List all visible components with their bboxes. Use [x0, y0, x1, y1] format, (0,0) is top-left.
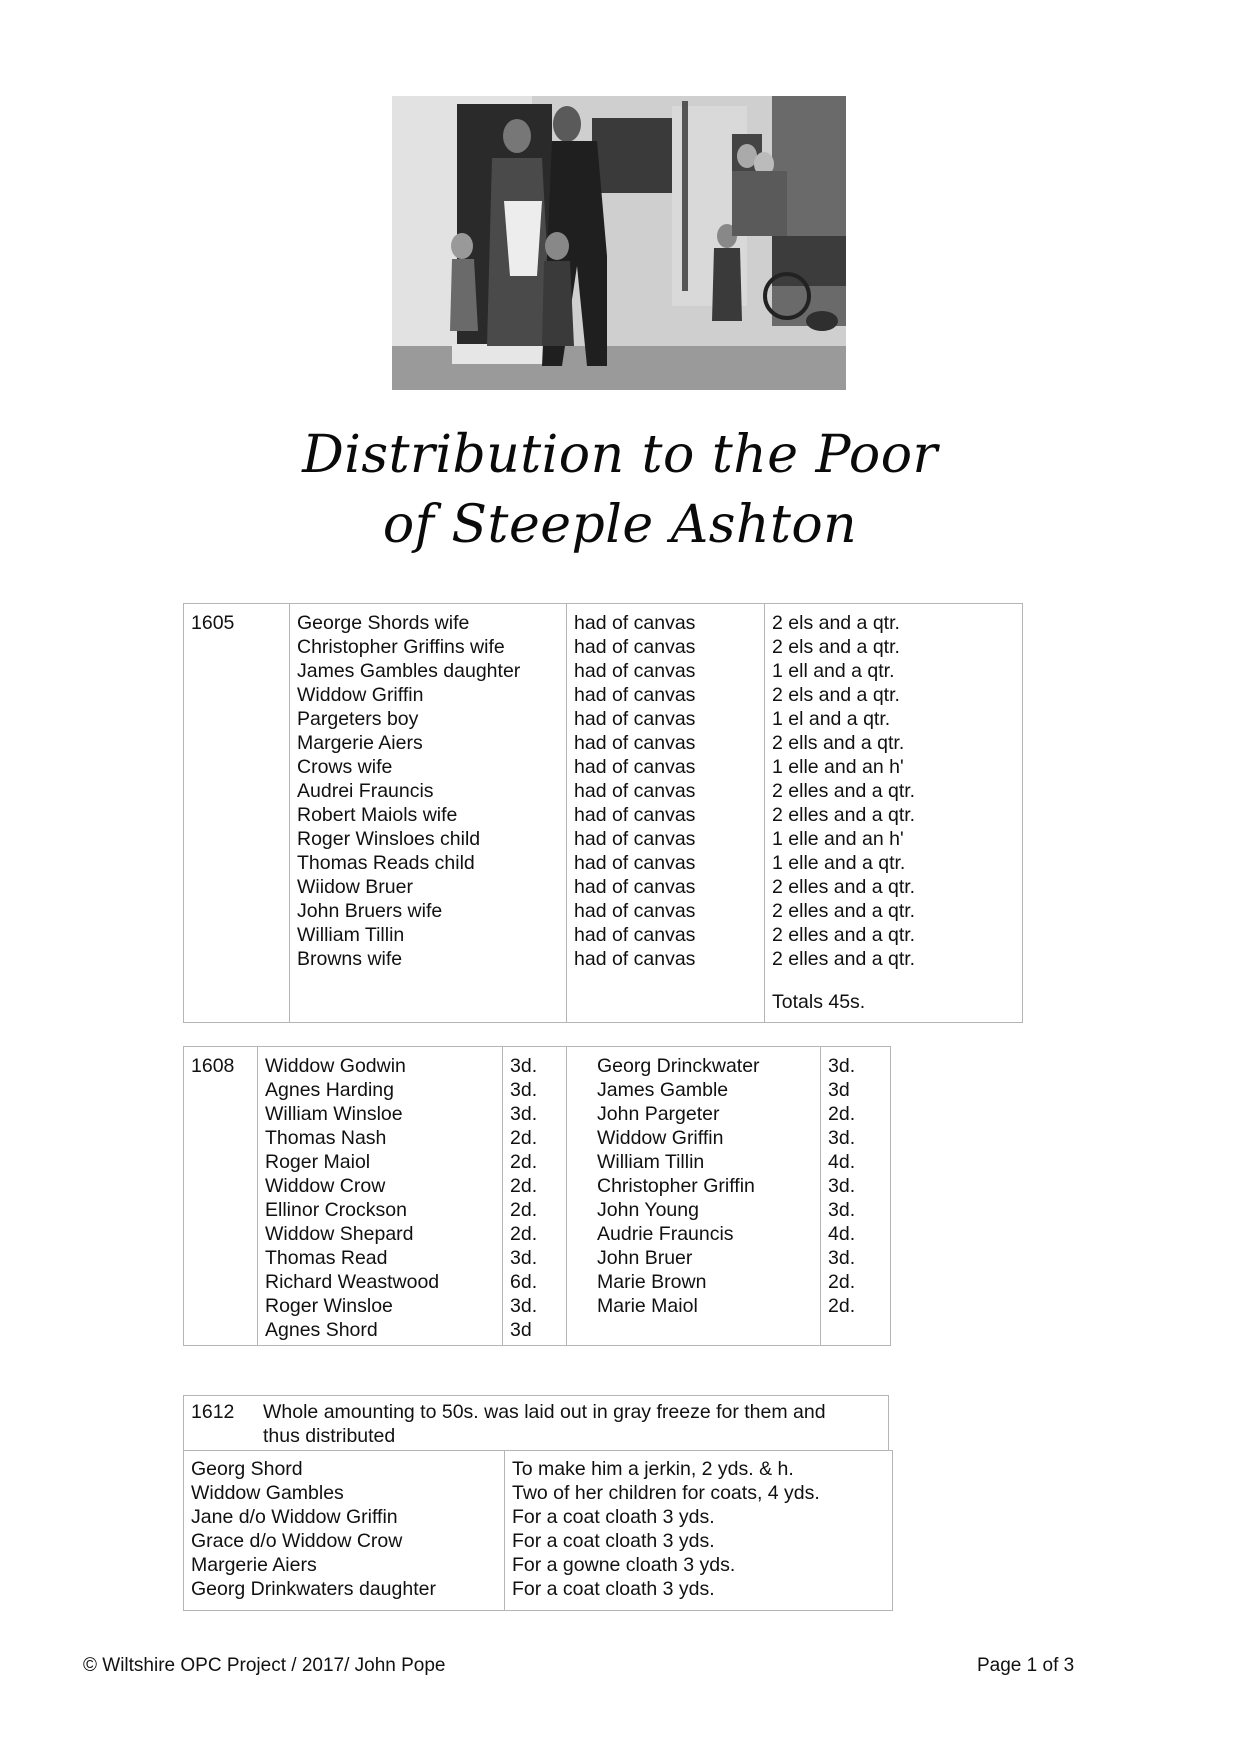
recipient-name: Pargeters boy [297, 708, 419, 730]
amount-received: 2d. [828, 1103, 856, 1125]
distribution-purpose: For a coat cloath 3 yds. [512, 1530, 715, 1552]
recipient-name: Marie Maiol [597, 1295, 698, 1317]
recipient-list [184, 1451, 504, 1601]
amount-received: 3d. [510, 1079, 538, 1101]
item-received: had of canvas [574, 876, 696, 898]
item-list [567, 604, 764, 971]
year-1608: 1608 [191, 1055, 235, 1077]
page-title-line-2: of Steeple Ashton [382, 495, 858, 555]
intro-line-2: thus distributed [263, 1425, 396, 1447]
name-list [290, 604, 566, 971]
year-column [184, 604, 289, 1022]
amount-received: 3d. [510, 1247, 538, 1269]
recipient-name: Thomas Nash [265, 1127, 387, 1149]
amount-received: 1 elle and a qtr. [772, 852, 906, 874]
recipient-name: Georg Drinckwater [597, 1055, 760, 1077]
item-received: had of canvas [574, 828, 696, 850]
recipient-name: Richard Weastwood [265, 1271, 440, 1293]
recipient-name: William Tillin [597, 1151, 705, 1173]
recipient-name: Widdow Shepard [265, 1223, 414, 1245]
recipient-name: James Gambles daughter [297, 660, 521, 682]
amount-received: 3d. [828, 1247, 856, 1269]
item-received: had of canvas [574, 924, 696, 946]
item-received: had of canvas [574, 636, 696, 658]
table-1612-header [183, 1395, 889, 1451]
amount-received: 2 els and a qtr. [772, 636, 900, 658]
purpose-list [505, 1451, 892, 1601]
recipient-name: Widdow Crow [265, 1175, 386, 1197]
amount-received: 2d. [828, 1271, 856, 1293]
purpose-column [504, 1451, 892, 1610]
recipient-name: Margerie Aiers [297, 732, 423, 754]
left-amount-column [502, 1047, 566, 1345]
recipient-name: Thomas Reads child [297, 852, 475, 874]
distribution-purpose: To make him a jerkin, 2 yds. & h. [512, 1458, 794, 1480]
amount-received: 2 els and a qtr. [772, 612, 900, 634]
right-name-column [566, 1047, 820, 1345]
distribution-purpose: For a gowne cloath 3 yds. [512, 1554, 736, 1576]
recipient-name: John Pargeter [597, 1103, 720, 1125]
item-received: had of canvas [574, 804, 696, 826]
amount-column [764, 604, 1022, 1022]
item-received: had of canvas [574, 708, 696, 730]
recipient-column [184, 1451, 504, 1610]
recipient-name: Widdow Godwin [265, 1055, 406, 1077]
page-title-line-1: Distribution to the Poor [302, 425, 938, 485]
totals: Totals 45s. [772, 991, 866, 1013]
amount-received: 1 el and a qtr. [772, 708, 891, 730]
amount-received: 1 elle and an h' [772, 828, 904, 850]
year-1605: 1605 [191, 612, 235, 634]
recipient-name: Widdow Griffin [297, 684, 424, 706]
amount-received: 2d. [510, 1223, 538, 1245]
window [592, 118, 677, 193]
distribution-purpose: For a coat cloath 3 yds. [512, 1506, 715, 1528]
item-received: had of canvas [574, 684, 696, 706]
amount-list [765, 604, 1022, 971]
distribution-purpose: Two of her children for coats, 4 yds. [512, 1482, 820, 1504]
recipient-name: John Bruers wife [297, 900, 443, 922]
recipient-name: Widdow Griffin [597, 1127, 724, 1149]
recipient-name: John Bruer [597, 1247, 693, 1269]
footer-page-number: Page 1 of 3 [977, 1655, 1075, 1676]
recipient-name: Wiidow Bruer [297, 876, 413, 898]
right-name-list [567, 1047, 820, 1318]
amount-received: 2 elles and a qtr. [772, 900, 916, 922]
item-column [566, 604, 764, 1022]
amount-received: 2d. [510, 1151, 538, 1173]
amount-received: 4d. [828, 1223, 856, 1245]
recipient-name: Roger Winsloes child [297, 828, 481, 850]
recipient-name: Crows wife [297, 756, 393, 778]
amount-received: 3d. [510, 1295, 538, 1317]
distribution-purpose: For a coat cloath 3 yds. [512, 1578, 715, 1600]
left-amount-list [503, 1047, 566, 1342]
year-column [184, 1047, 257, 1345]
amount-received: 2 ells and a qtr. [772, 732, 905, 754]
recipient-name: William Winsloe [265, 1103, 403, 1125]
cart [772, 236, 846, 286]
amount-received: 3d [510, 1319, 532, 1341]
table-1605 [183, 603, 1023, 1023]
recipient-name: Audrie Frauncis [597, 1223, 734, 1245]
table-1612-body [183, 1450, 893, 1611]
amount-received: 2 elles and a qtr. [772, 780, 916, 802]
amount-received: 1 ell and a qtr. [772, 660, 895, 682]
amount-received: 6d. [510, 1271, 538, 1293]
recipient-name: Margerie Aiers [191, 1554, 317, 1576]
amount-received: 2 elles and a qtr. [772, 948, 916, 970]
item-received: had of canvas [574, 732, 696, 754]
intro-line-1: Whole amounting to 50s. was laid out in gray freeze for them and [263, 1401, 826, 1423]
amount-received: 2d. [828, 1295, 856, 1317]
recipient-name: Agnes Shord [265, 1319, 378, 1341]
recipient-name: Roger Maiol [265, 1151, 371, 1173]
item-received: had of canvas [574, 948, 696, 970]
amount-received: 2 elles and a qtr. [772, 804, 916, 826]
recipient-name: Robert Maiols wife [297, 804, 458, 826]
item-received: had of canvas [574, 780, 696, 802]
left-name-column [257, 1047, 502, 1345]
recipient-name: Thomas Read [265, 1247, 388, 1269]
amount-received: 3d. [510, 1055, 538, 1077]
recipient-name: Jane d/o Widdow Griffin [191, 1506, 398, 1528]
recipient-name: Ellinor Crockson [265, 1199, 407, 1221]
item-received: had of canvas [574, 612, 696, 634]
recipient-name: Christopher Griffins wife [297, 636, 505, 658]
amount-received: 4d. [828, 1151, 856, 1173]
recipient-name: Roger Winsloe [265, 1295, 393, 1317]
right-amount-column [820, 1047, 890, 1345]
footer-copyright: © Wiltshire OPC Project / 2017/ John Pope [83, 1655, 446, 1676]
amount-received: 2d. [510, 1127, 538, 1149]
amount-received: 3d. [828, 1127, 856, 1149]
recipient-name: William Tillin [297, 924, 405, 946]
item-received: had of canvas [574, 756, 696, 778]
amount-received: 2 elles and a qtr. [772, 876, 916, 898]
recipient-name: Marie Brown [597, 1271, 707, 1293]
name-column [289, 604, 566, 1022]
recipient-name: Georg Shord [191, 1458, 303, 1480]
recipient-name: Agnes Harding [265, 1079, 394, 1101]
amount-received: 2d. [510, 1175, 538, 1197]
recipient-name: Grace d/o Widdow Crow [191, 1530, 403, 1552]
recipient-name: George Shords wife [297, 612, 470, 634]
recipient-name: James Gamble [597, 1079, 729, 1101]
amount-received: 3d. [828, 1199, 856, 1221]
left-name-list [258, 1047, 502, 1342]
illustration-scene [392, 96, 846, 390]
amount-received: 2 elles and a qtr. [772, 924, 916, 946]
right-amount-list [821, 1047, 890, 1318]
recipient-name: Widdow Gambles [191, 1482, 344, 1504]
engraving-illustration [392, 96, 846, 390]
item-received: had of canvas [574, 900, 696, 922]
item-received: had of canvas [574, 852, 696, 874]
recipient-name: Audrei Frauncis [297, 780, 434, 802]
amount-received: 3d. [828, 1175, 856, 1197]
amount-received: 1 elle and an h' [772, 756, 904, 778]
recipient-name: John Young [597, 1199, 699, 1221]
recipient-name: Georg Drinkwaters daughter [191, 1578, 436, 1600]
recipient-name: Browns wife [297, 948, 403, 970]
amount-received: 2 els and a qtr. [772, 684, 900, 706]
amount-received: 3d. [510, 1103, 538, 1125]
table-1608 [183, 1046, 891, 1346]
amount-received: 3d. [828, 1055, 856, 1077]
year-1612: 1612 [191, 1401, 235, 1423]
amount-received: 3d [828, 1079, 850, 1101]
recipient-name: Christopher Griffin [597, 1175, 755, 1197]
amount-received: 2d. [510, 1199, 538, 1221]
item-received: had of canvas [574, 660, 696, 682]
